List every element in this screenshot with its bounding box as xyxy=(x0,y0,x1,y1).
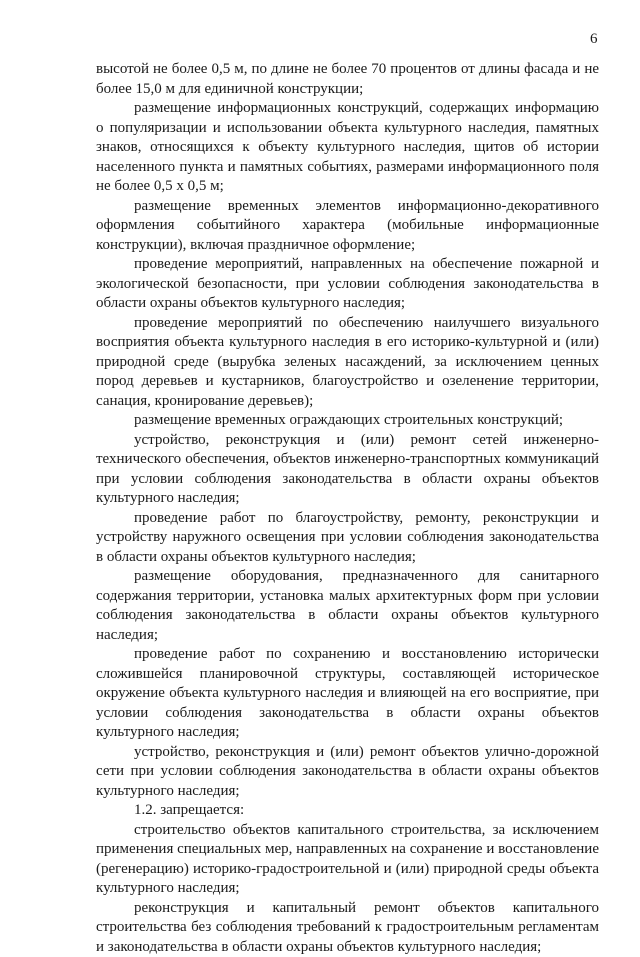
document-body xyxy=(96,60,599,957)
paragraph: размещение оборудования, предназначенного для санитарного содержания территории, установка малых архитектурных форм при условии соблюдения законодательства в области охраны объектов культурного наследия; xyxy=(96,567,599,645)
paragraph: устройство, реконструкция и (или) ремонт сетей инженерно-технического обеспечения, объектов инженерно-транспортных коммуникаций при условии соблюдения законодательства в области охраны объектов культурного наследия; xyxy=(96,431,599,509)
paragraph: строительство объектов капитального строительства, за исключением применения специальных мер, направленных на сохранение и восстановление (регенерацию) историко-градостроительной и (или) природной среды объекта культурного наследия; xyxy=(96,821,599,899)
section-heading: 1.2. запрещается: xyxy=(96,801,599,821)
paragraph: проведение работ по сохранению и восстановлению исторически сложившейся планировочной структуры, составляющей историческое окружение объекта культурного наследия и влияющей на его восприятие, при условии соблюдения законодательства в области охраны объектов культурного наследия; xyxy=(96,645,599,743)
paragraph: проведение работ по благоустройству, ремонту, реконструкции и устройству наружного освещения при условии соблюдения законодательства в области охраны объектов культурного наследия; xyxy=(96,509,599,568)
paragraph: проведение мероприятий по обеспечению наилучшего визуального восприятия объекта культурного наследия в его историко-культурной и (или) природной среде (вырубка зеленых насаждений, за исключением ценных пород деревьев и кустарников, благоустройство и озеленение территории, санация, кронирование деревьев); xyxy=(96,314,599,412)
paragraph: размещение временных элементов информационно-декоративного оформления событийного характера (мобильные информационные конструкции), включая праздничное оформление; xyxy=(96,197,599,256)
page-number: 6 xyxy=(590,30,598,48)
paragraph: устройство, реконструкция и (или) ремонт объектов улично-дорожной сети при условии соблюдения законодательства в области охраны объектов культурного наследия; xyxy=(96,743,599,802)
paragraph: размещение информационных конструкций, содержащих информацию о популяризации и использовании объекта культурного наследия, памятных знаков, относящихся к объекту культурного наследия, щитов об истории населенного пункта и памятных событиях, размерами информационного поля не более 0,5 х 0,5 м; xyxy=(96,99,599,197)
paragraph: проведение мероприятий, направленных на обеспечение пожарной и экологической безопасности, при условии соблюдения законодательства в области охраны объектов культурного наследия; xyxy=(96,255,599,314)
paragraph: реконструкция и капитальный ремонт объектов капитального строительства без соблюдения требований к градостроительным регламентам и законодательства в области охраны объектов культурного наследия; xyxy=(96,899,599,957)
paragraph: высотой не более 0,5 м, по длине не более 70 процентов от длины фасада и не более 15,0 м для единичной конструкции; xyxy=(96,60,599,99)
paragraph: размещение временных ограждающих строительных конструкций; xyxy=(96,411,599,431)
